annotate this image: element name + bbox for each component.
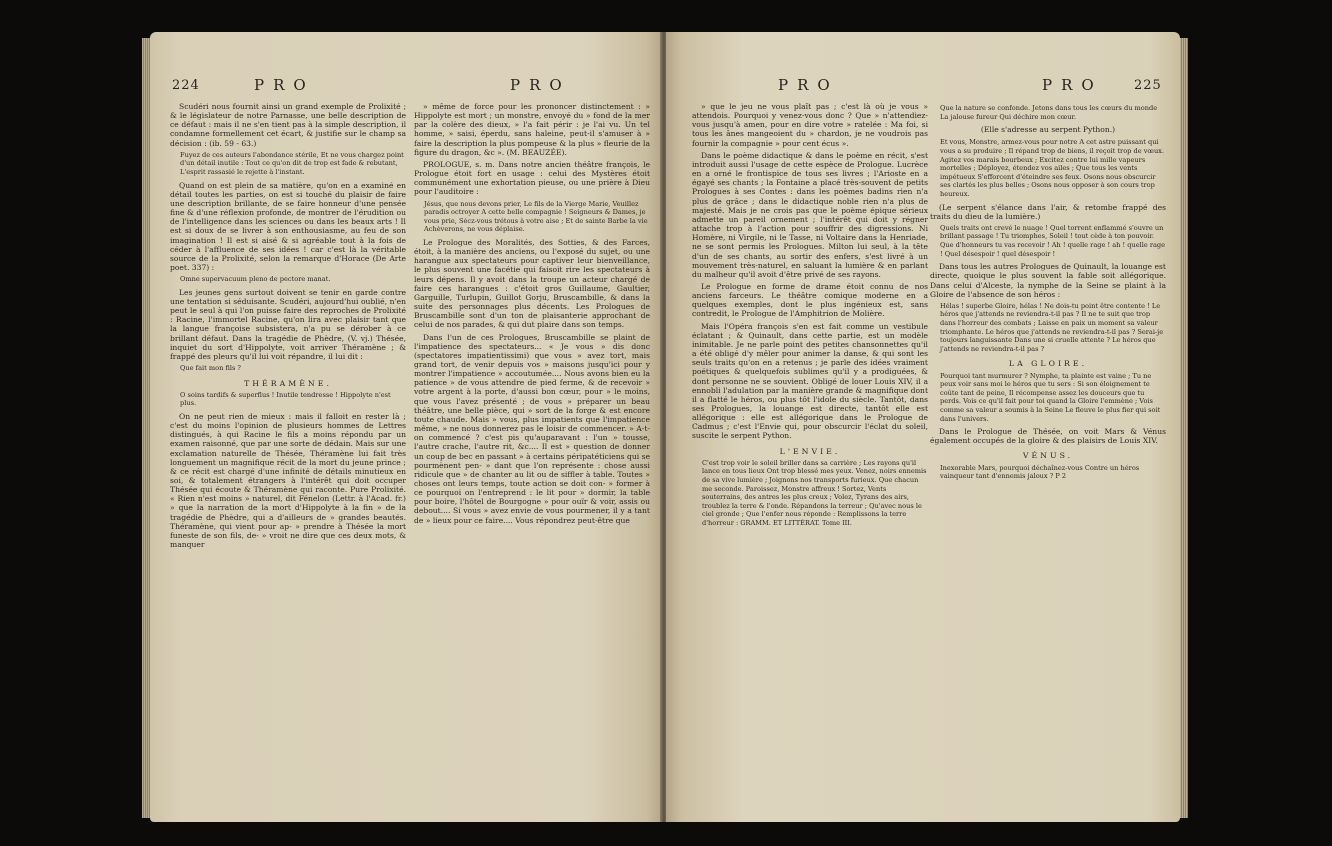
text-column-2: [414, 102, 650, 822]
right-page: [666, 32, 1180, 822]
speaker-heading: LA GLOIRE.: [1008, 359, 1088, 369]
verse-quote: Jésus, que nous devons prier, Le fils de la Vierge Marie, Veuillez paradis octroyer A cette belle compagnie ! Seigneurs & Dames, je vous prie, Sécz-vous trétous à votre aise ; Et de sainte Barbe la vie Achèverons, ne vous déplaise.: [424, 199, 648, 234]
paragraph: Dans le Prologue de Thésée, on voit Mars & Vénus également occupés de la gloire & des plaisirs de Louis XIV.: [930, 427, 1166, 446]
text-column-2: [930, 102, 1166, 822]
page-number: 224: [172, 78, 200, 93]
stage-direction: (Le serpent s'élance dans l'air, & retombe frappé des traits du dieu de la lumière.): [930, 202, 1166, 221]
running-head: PRO: [254, 76, 315, 94]
verse-quote: Hélas ! superbe Gloire, hélas ! Ne dois-tu point être contente ! Le héros que j'attends ne reviendra-t-il pas ? Il ne te suit que trop dans l'horreur des combats ; Laisse en paix un moment sa valeur triomphante. Le héros que j'attends ne reviendra-t-il pas ? Serai-je toujours languissante Dans une si cruelle attente ? Le héros que j'attends ne reviendra-t-il pas ?: [940, 301, 1164, 353]
verse-quote: Fuyez de ces auteurs l'abondance stérile, Et ne vous chargez point d'un détail inutile : Tout ce qu'on dit de trop est fade & rebutant, L'esprit rassasié le rejette à l'instant.: [180, 150, 404, 176]
latin-quote: Omne supervacuum pleno de pectore manat.: [180, 275, 331, 284]
running-head: PRO: [778, 76, 839, 94]
paragraph: Dans l'un de ces Prologues, Bruscambille se plaint de l'impatience des spectateurs... « Je vous » dis donc (spectatores impatientissimi) que vous » avez tort, mais grand tort, de venir depuis vos » maisons jusqu'ici pour y montrer l'impatience » accoutumée.... Nous avons bien eu la patience » de vous attendre de pied ferme, & de recevoir » votre argent à la porte, d'aussi bon cœur, pour » le moins, que vous l'avez présenté ; de vous » préparer un beau théâtre, une belle pièce, qui » sort de la forge & est encore toute chaude. Mais » vous, plus impatients que l'impatience même, » ne nous donnerez pas le loisir de commencer. » A-t-on commencé ? c'est pis qu'auparavant : l'un » tousse, l'autre crache, l'autre rit, &c.... Il est » question de donner un coup de bec en passant » à certains péripatéticiens qui se pourmènent pen- » dant que l'on représente : chose aussi ridicule que » de chanter au lit ou de siffler à table. Toutes » choses ont leurs temps, toute action se doit con- » former à ce pourquoi on l'entreprend : le lit pour » dormir, la table pour boire, l'hôtel de Bourgogne » pour ouïr & voir, assis ou debout.... Si vous » avez envie de vous pourmener, il y a tant de » lieux pour ce faire.... Vous répondrez peut-être que: [414, 332, 650, 525]
text-column-1: [692, 102, 928, 822]
paragraph: Le Prologue des Moralités, des Sotties, & des Farces, étoit, à la manière des anciens, ou l'exposé du sujet, ou une harangue aux spectateurs pour captiver leur bienveillance, le plus souvent une facétie qui faisoit rire les spectateurs à leurs dépens. Il y avoit dans la troupe un acteur chargé de faire ces harangues : c'étoit gros Guillaume, Gaultier, Garguille, Turlupin, Guillot Gorju, Bruscambille, & dans la suite des personnages plus décents. Les Prologues de Bruscambille sont d'un ton de plaisanterie approchant de celui de nos parades, & qui dut plaire dans son temps.: [414, 237, 650, 330]
verse-quote: Pourquoi tant murmurer ? Nymphe, ta plainte est vaine ; Tu ne peux voir sans moi le héros que tu sers : Si son éloignement te coûte tant de peine, Il récompense assez les douceurs que tu perds. Vois ce qu'il fait pour toi quand la Gloire l'emmène ; Vois comme sa valeur a soumis à la Seine Le fleuve le plus fier qui soit dans l'univers.: [940, 371, 1161, 423]
paragraph: Scudéri nous fournit ainsi un grand exemple de Prolixité ; & le législateur de notre Parnasse, une belle description de ce défaut : mais il ne s'en tient pas à la simple description, il condamne formellement cet écart, & justifie sur le champ sa décision : (ib. 59 - 63.): [170, 102, 406, 148]
speaker-heading: L'ENVIE.: [779, 446, 841, 456]
paragraph: » même de force pour les prononcer distinctement : » Hippolyte est mort ; un monstre, envoyé du » fond de la mer par la colère des dieux, » l'a fait périr : je l'ai vu. Un tel homme, » saisi, éperdu, sans haleine, peut-il s'amuser à » faire la description la plus pompeuse & la plus » fleurie de la figure du dragon, &c ». (M. BEAUZÉE).: [414, 102, 650, 157]
verse-quote: Inexorable Mars, pourquoi déchaînez-vous Contre un héros vainqueur tant d'ennemis jaloux ? P 2: [940, 463, 1140, 481]
left-page-edges: [142, 38, 150, 818]
paragraph: Mais l'Opéra françois s'en est fait comme un vestibule éclatant ; & Quinault, dans cette partie, est un modèle inimitable. Je ne parle point des petites chansonnettes qu'il a été obligé d'y mêler pour animer la danse, & qui sont les seuls traits qu'on en a retenus ; je parle des idées vraiment poétiques & quelquefois sublimes qu'il y a prodiguées, & dont personne ne se souvient. Obligé de louer Louis XIV, il a ennobli l'adulation par la manière grande & magnifique dont il a flatté le héros, ou plus tôt l'idole du siècle. Tantôt, dans ses Prologues, la louange est directe, tantôt elle est allégorique : elle est allégorique dans le Prologue de Cadmus ; c'est l'Envie qui, pour obscurcir l'éclat du soleil, suscite le serpent Python.: [692, 321, 928, 441]
running-head: PRO: [1042, 76, 1103, 94]
right-page-edges: [1180, 38, 1188, 818]
speaker-heading: THÉRAMÈNE.: [244, 378, 332, 388]
speaker-heading: VÉNUS.: [1022, 451, 1074, 461]
paragraph: Les jeunes gens surtout doivent se tenir en garde contre une tentation si séduisante. Scudéri, aujourd'hui oublié, n'en peut le seul à qui l'on puisse faire des reproches de Prolixité : Racine, l'immortel Racine, qu'on lira avec plaisir tant que la langue françoise subsistera, n'a pu se dérober à ce brillant défaut. Dans la tragédie de Phèdre, (V. vj.) Thésée, inquiet du sort d'Hippolyte, voit arriver Théramène ; & frappé des pleurs qu'il lui voit répandre, il lui dit :: [170, 287, 406, 361]
left-page: [150, 32, 662, 822]
text-column-1: [170, 102, 406, 822]
verse-quote: Et vous, Monstre, armez-vous pour notre A cet astre puissant qui vous a su produire ; Il répand trop de biens, il reçoit trop de vœux. Agitez vos marais bourbeux ; Excitez contre lui mille vapeurs mortelles ; Déployez, étendez vos ailes ; Que tous les vents impétueux S'efforcent d'éteindre ses feux. Osons nous obscurcir ses clartés les plus belles ; Osons nous opposer à son cours trop heureux.: [940, 138, 1165, 198]
paragraph: Le Prologue en forme de drame étoit connu de nos anciens farceurs. Le théâtre comique moderne en a quelques exemples, dont le plus ingénieux est, sans contredit, le Prologue de l'Amphitrion de Molière.: [692, 281, 928, 319]
stage-direction: (Elle s'adresse au serpent Python.): [980, 125, 1116, 135]
paragraph: Quand on est plein de sa matière, qu'on en a examiné en détail toutes les parties, on est si touché du plaisir de faire une description brillante, de se faire honneur d'une pensée fine & d'une réflexion profonde, de montrer de l'érudition ou de l'intelligence dans les sciences ou dans les beaux arts ! Il est si doux de se livrer à son enthousiasme, au feu de son imagination ! Il est si aisé & si agréable tout à la fois de céder à l'affluence de ses idées ! car c'est là la véritable source de la Prolixité, selon la remarque d'Horace (De Arte poet. 337) :: [170, 180, 406, 272]
verse-quote: O soins tardifs & superflus ! Inutile tendresse ! Hippolyte n'est plus.: [180, 390, 391, 408]
verse-quote: Que fait mon fils ?: [180, 363, 241, 372]
paragraph: Dans tous les autres Prologues de Quinault, la louange est directe, quoique le plus souvent la fable soit allégorique. Dans celui d'Alceste, la nymphe de la Seine se plaint à la Gloire de l'absence de son héros :: [930, 262, 1166, 299]
page-number: 225: [1134, 78, 1162, 93]
paragraph: » que le jeu ne vous plaît pas ; c'est là où je vous » attendois. Pourquoi y venez-vous donc ? Que » n'attendiez-vous jusqu'à amen, pour en dire votre » ratelée : Ma foi, si tous les ânes mangeoient du » chardon, je ne voudrois pas fournir la compagnie » pour cent écus ».: [692, 102, 928, 148]
running-head: PRO: [510, 76, 571, 94]
verse-quote: Que la nature se confonde. Jetons dans tous les cœurs du monde La jalouse fureur Qui déchire mon cœur.: [940, 104, 1158, 121]
paragraph: On ne peut rien de mieux : mais il falloit en rester là ; c'est du moins l'opinion de plusieurs hommes de Lettres distingués, à qui Racine le fils a moins répondu par un examen raisonné, que par une sorte de dédain. Mais sur une exclamation naturelle de Thésée, Théramène lui fait très longuement un magnifique récit de la mort du jeune prince ; & ce récit est chargé d'une infinité de détails minutieux en soi, & totalement étrangers à l'intérêt qui doit occuper Thésée qui écoute & Théramène qui raconte. Pure Prolixité. « Rien n'est moins » naturel, dit Fénelon (Lettr. à l'Acad. fr.) » que la narration de la mort d'Hippolyte à la fin » de la tragédie de Phèdre, qui a d'ailleurs de » grandes beautés. Théramène, qui vient pour ap- » prendre à Thésée la mort funeste de son fils, de- » vroit ne dire que ces deux mots, & manquer: [170, 411, 406, 550]
entry-paragraph: PROLOGUE, s. m. Dans notre ancien théâtre françois, le Prologue étoit fort en usage : celui des Mystères étoit communément une exhortation pieuse, ou une prière à Dieu pour l'auditoire :: [414, 159, 650, 197]
verse-quote: C'est trop voir le soleil briller dans sa carrière ; Les rayons qu'il lance en tous lieux Ont trop blessé mes yeux. Venez, noirs ennemis de sa vive lumière ; Joignons nos transports furieux. Que chacun me seconde. Paroissez, Monstre affreux ! Sortez, Vents souterrains, des antres les plus creux ; Volez, Tyrans des airs, troublez la terre & l'onde. Répandons la terreur ; Qu'avec nous le ciel gronde ; Que l'enfer nous réponde : Remplissons la terre d'horreur : GRAMM. ET LITTÉRAT. Tome III.: [702, 458, 927, 527]
paragraph: Dans le poème didactique & dans le poème en récit, s'est introduit aussi l'usage de cette espèce de Prologue. Lucrèce en a orné le frontispice de tous ses livres ; l'Arioste en a égayé ses chants ; la Fontaine a placé très-souvent de petits Prologues à ses Contes : dans les poèmes badins rien n'a plus de grâce ; dans le didactique noble rien n'a plus de majesté. Mais je ne crois pas que le poème épique sérieux admette un pareil ornement ; l'intérêt qui doit y régner attache trop à l'action pour souffrir des digressions. Ni Homère, ni Virgile, ni le Tasse, ni Voltaire dans la Henriade, ne se sont permis les Prologues. Milton lui seul, à la tête d'un de ses chants, au sortir des enfers, s'est livré à un mouvement très-naturel, en saluant la lumière & en parlant du malheur qu'il avoit d'être privé de ses rayons.: [692, 150, 928, 279]
verse-quote: Quels traits ont crevé le nuage ! Quel torrent enflammé s'ouvre un brillant passage ! Tu triomphes, Soleil ! tout cède à ton pouvoir. Que d'honneurs tu vas recevoir ! Ah ! quelle rage ! ah ! quelle rage ! Quel désespoir ! quel désespoir !: [940, 223, 1166, 258]
